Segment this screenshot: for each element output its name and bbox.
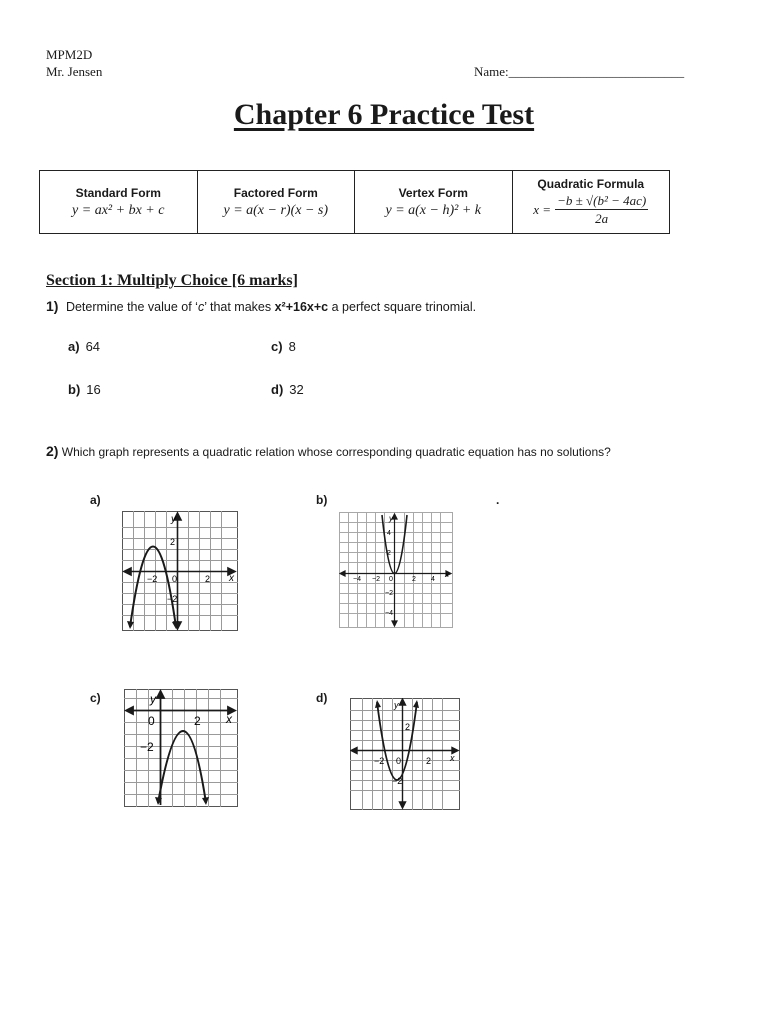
form-equation: y = ax² + bx + c: [72, 202, 165, 218]
form-name: Factored Form: [233, 185, 318, 200]
section-heading: Section 1: Multiply Choice [6 marks]: [46, 272, 298, 289]
tick-label: −2: [372, 576, 380, 583]
option-c[interactable]: [271, 339, 296, 354]
y-axis-label: y: [394, 700, 399, 710]
graph-a-label[interactable]: a): [90, 493, 101, 507]
option-value: 8: [288, 339, 296, 354]
tick-label: −2: [385, 590, 393, 597]
graph-d-label[interactable]: d): [316, 691, 328, 705]
tick-label: −2: [374, 756, 385, 766]
formula-table: [39, 170, 670, 234]
q1-text-c: a perfect square trinomial.: [328, 300, 477, 314]
y-axis-label: y: [150, 692, 156, 706]
graph-c[interactable]: [124, 689, 238, 807]
option-d[interactable]: [271, 382, 304, 397]
graph-c-label[interactable]: c): [90, 691, 101, 705]
form-name: Standard Form: [75, 185, 161, 200]
graph-a[interactable]: [122, 511, 238, 631]
option-value: 64: [85, 339, 101, 354]
parabola-curve: [158, 731, 206, 803]
form-name: Quadratic Formula: [537, 177, 645, 191]
tick-label: 2: [387, 550, 391, 557]
tick-label: 0: [389, 576, 393, 583]
option-value: 32: [289, 382, 304, 397]
parabola-curve: [130, 547, 176, 628]
form-name: Vertex Form: [398, 185, 468, 200]
tick-label: −4: [385, 610, 393, 617]
name-label: Name:: [474, 64, 509, 79]
form-equation: y = a(x − r)(x − s): [223, 202, 329, 218]
q2-text: Which graph represents a quadratic relation whose corresponding quadratic equation has no solutions?: [61, 445, 611, 459]
tick-label: 2: [194, 714, 201, 728]
tick-label: 2: [205, 574, 211, 584]
question-number: 2): [46, 443, 59, 459]
tick-label: −2: [140, 740, 154, 754]
question-2: [46, 443, 611, 459]
tick-label: 4: [387, 530, 391, 537]
q1-text-b: ’ that makes: [204, 300, 275, 314]
tick-label: −2: [147, 574, 158, 584]
graph-b[interactable]: [339, 512, 453, 628]
form-equation: y = a(x − h)² + k: [385, 202, 481, 218]
grid: [350, 698, 460, 810]
y-axis-label: y: [171, 514, 176, 525]
formula-numerator: −b ± √(b² − 4ac): [557, 193, 647, 208]
option-letter: c): [271, 339, 283, 354]
option-a[interactable]: [68, 339, 100, 354]
option-b[interactable]: [68, 382, 101, 397]
formula-lhs: x =: [533, 202, 552, 217]
option-letter: b): [68, 382, 81, 397]
y-axis-label: y: [389, 514, 393, 523]
stray-dot: .: [496, 493, 500, 507]
formula-denominator: 2a: [595, 211, 609, 226]
standard-form-cell: [40, 171, 198, 234]
vertex-form-cell: [355, 171, 513, 234]
axes: [351, 699, 458, 808]
quadratic-formula: [533, 193, 648, 227]
x-axis-label: x: [229, 573, 234, 584]
q1-var: c: [197, 300, 205, 314]
option-letter: a): [68, 339, 80, 354]
curve-arrow: [127, 621, 134, 629]
course-code: MPM2D: [46, 47, 93, 62]
curve-arrow: [375, 700, 381, 708]
graph-frame: [351, 699, 460, 810]
q1-text-a: Determine the value of ‘: [65, 300, 198, 314]
formula-fraction: [555, 193, 648, 227]
factored-form-cell: [197, 171, 355, 234]
option-letter: d): [271, 382, 284, 397]
tick-label: −2: [392, 776, 403, 786]
grid: [339, 512, 453, 628]
teacher-name: Mr. Jensen: [46, 64, 103, 79]
tick-label: −4: [353, 576, 361, 583]
question-1: [46, 298, 476, 314]
option-value: 16: [86, 382, 101, 397]
curve-arrow: [413, 700, 419, 708]
graph-d[interactable]: [350, 698, 460, 810]
name-field[interactable]: [474, 64, 684, 80]
tick-label: 0: [148, 714, 155, 728]
tick-label: 2: [412, 576, 416, 583]
tick-label: −2: [167, 594, 178, 604]
axes: [340, 514, 451, 626]
tick-label: 2: [405, 722, 411, 732]
page-title: Chapter 6 Practice Test: [233, 98, 535, 131]
curve-arrow: [202, 797, 209, 805]
tick-label: 4: [431, 576, 435, 583]
tick-label: 2: [426, 756, 432, 766]
question-number: 1): [46, 298, 59, 314]
q1-expression: x²+16x+c: [274, 300, 329, 314]
x-axis-label: x: [445, 570, 449, 579]
tick-label: 0: [172, 574, 178, 584]
tick-label: 0: [396, 756, 402, 766]
quadratic-formula-cell: [512, 171, 670, 234]
x-axis-label: x: [450, 753, 455, 763]
x-axis-label: x: [226, 712, 232, 726]
name-line: ___________________________: [508, 64, 685, 79]
tick-label: 2: [170, 537, 176, 547]
graph-b-label[interactable]: b): [316, 493, 328, 507]
